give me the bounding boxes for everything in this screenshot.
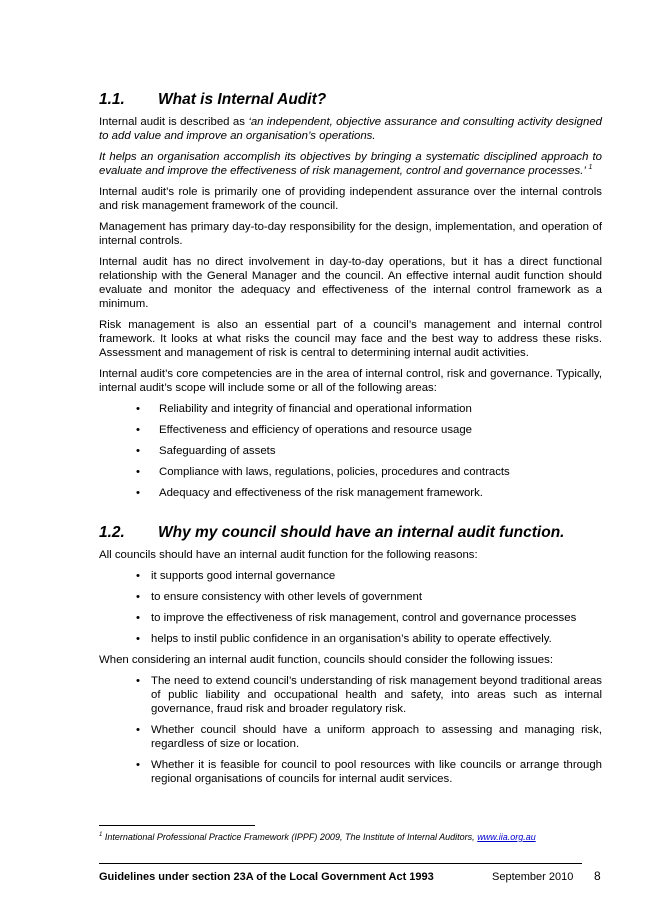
paragraph-risk-management: Risk management is also an essential part of a council’s management and internal control framework. It looks at what risks the council may face and the best way to address these risks. Assessment and management of risk is central to determining internal audit activities.	[99, 319, 602, 359]
definition-lead: Internal audit is described as	[99, 116, 249, 128]
list-item: • to ensure consistency with other levels of government	[136, 590, 602, 604]
list-item: • Whether it is feasible for council to pool resources with like councils or arrange through regional organisations of councils for internal audit services.	[136, 758, 602, 786]
definition-quote: ‘an independent, objective assurance and consulting activity designed to add value and improve an organisation’s operations.	[99, 116, 602, 142]
page-number: 8	[594, 869, 601, 883]
list-item: • Reliability and integrity of financial and operational information	[136, 402, 602, 416]
considerations-list	[136, 674, 602, 786]
paragraph-role: Internal audit’s role is primarily one of providing independent assurance over the internal controls and risk management framework of the council.	[99, 186, 602, 212]
paragraph-definition	[99, 115, 602, 143]
footnote-reference: 1	[588, 164, 593, 171]
page-content	[99, 91, 602, 793]
section-heading-1-2	[99, 524, 602, 542]
section-number: 1.2.	[99, 524, 125, 541]
scope-list	[136, 402, 602, 500]
definition-quote-cont: It helps an organisation accomplish its objectives by bringing a systematic disciplined approach to evaluate and improve the effectiveness of risk management, control and governance processes.’	[99, 151, 602, 177]
footnote	[99, 832, 536, 842]
footer-date: September 2010	[492, 871, 574, 883]
section-spacer	[99, 507, 602, 524]
paragraph-reasons-intro: All councils should have an internal audit function for the following reasons:	[99, 549, 478, 561]
paragraph-management: Management has primary day-to-day responsibility for the design, implementation, and operation of internal controls.	[99, 221, 602, 247]
list-item: • Whether council should have a uniform approach to assessing and managing risk, regardless of size or location.	[136, 723, 602, 751]
paragraph-competencies: Internal audit’s core competencies are in the area of internal control, risk and governance. Typically, internal audit’s scope will include some or all of the following areas:	[99, 368, 602, 394]
list-item: • Effectiveness and efficiency of operations and resource usage	[136, 423, 602, 437]
footnote-link[interactable]: www.iia.org.au	[477, 832, 536, 842]
list-item: • it supports good internal governance	[136, 569, 602, 583]
footer-divider	[99, 863, 582, 864]
list-item: • The need to extend council’s understanding of risk management beyond traditional areas of public liability and occupational health and safety, into areas such as internal governance, fraud risk and broader regulatory risk.	[136, 674, 602, 716]
footnote-marker: 1	[99, 832, 103, 838]
section-heading-1-1	[99, 91, 602, 109]
footnote-divider	[99, 825, 255, 826]
list-item: • helps to instil public confidence in an organisation’s ability to operate effectively.	[136, 632, 602, 646]
list-item: • to improve the effectiveness of risk management, control and governance processes	[136, 611, 602, 625]
section-number: 1.1.	[99, 91, 125, 108]
list-item: • Safeguarding of assets	[136, 444, 602, 458]
section-title: What is Internal Audit?	[158, 91, 327, 108]
footnote-text: International Professional Practice Framework (IPPF) 2009, The Institute of Internal Auditors,	[102, 832, 478, 842]
paragraph-definition-cont	[99, 150, 602, 178]
reasons-list	[136, 569, 602, 646]
list-item: • Compliance with laws, regulations, policies, procedures and contracts	[136, 465, 602, 479]
section-title: Why my council should have an internal audit function.	[158, 524, 565, 541]
footer-title: Guidelines under section 23A of the Local Government Act 1993	[99, 871, 434, 883]
paragraph-involvement: Internal audit has no direct involvement in day-to-day operations, but it has a direct functional relationship with the General Manager and the council. An effective internal audit function should evaluate and monitor the adequacy and effectiveness of the internal control framework as a minimum.	[99, 256, 602, 310]
list-item: • Adequacy and effectiveness of the risk management framework.	[136, 486, 602, 500]
paragraph-considerations-intro: When considering an internal audit function, councils should consider the following issues:	[99, 654, 553, 666]
